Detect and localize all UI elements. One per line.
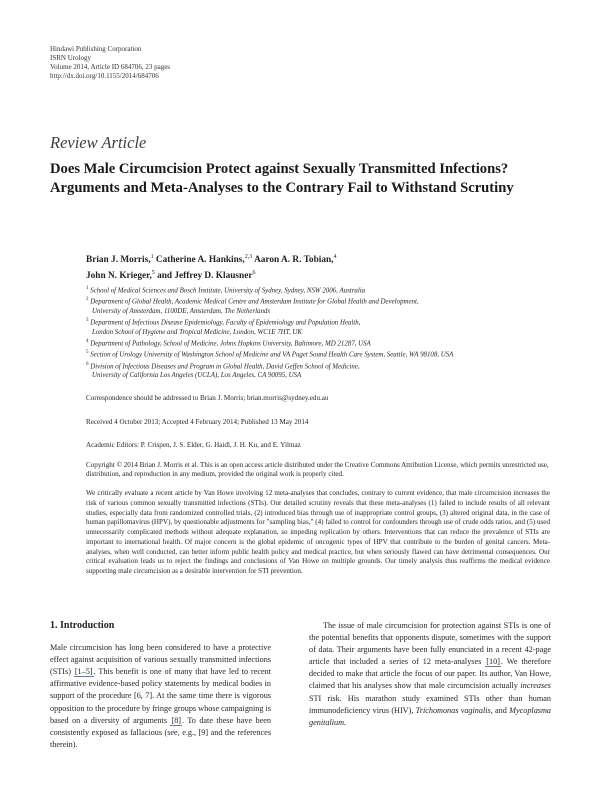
right-column — [309, 620, 551, 729]
author: John N. Krieger,$^5$ — [86, 270, 155, 282]
section-heading: 1. Introduction — [50, 620, 115, 631]
author: Aaron A. R. Tobian,$^4$ — [254, 254, 337, 266]
affiliation-list — [86, 284, 566, 380]
author-list — [86, 251, 566, 283]
author: and Jeffrey D. Klausner$^6$ — [157, 270, 256, 282]
volume-info: Volume 2014, Article ID 684706, 23 pages — [50, 63, 171, 71]
affiliation: $^5$ Section of Urology University of Washington School of Medicine and VA Puget Sound Health Care System, Seattle, WA 98108, USA — [86, 350, 454, 359]
affiliation: $^4$ Department of Pathology, School of Medicine, Johns Hopkins University, Baltimore, MD 21287, USA — [86, 338, 371, 347]
correspondence: Correspondence should be addressed to Brian J. Morris; brian.morris@sydney.edu.au — [86, 394, 329, 402]
citation-link[interactable]: [1–5] — [74, 667, 93, 677]
doi-link[interactable]: http://dx.doi.org/10.1155/2014/684706 — [50, 72, 159, 80]
article-title: Does Male Circumcision Protect against Sexually Transmitted Infections? Arguments and Meta-Analyses to the Contrary Fail to Withstand Scrutiny — [50, 161, 514, 196]
affiliation: $^3$ Department of Infectious Disease Epidemiology, Faculty of Epidemiology and Population Health, London School of Hygiene and Tropical Medicine, London, WC1E 7HT, UK — [86, 318, 361, 336]
author: Catherine A. Hankins,$^{2,3}$ — [155, 254, 253, 266]
affiliation: $^1$ School of Medical Sciences and Bosch Institute, University of Sydney, Sydney, NSW 2006, Australia — [86, 286, 366, 295]
journal-name: ISRN Urology — [50, 54, 92, 62]
journal-header — [50, 45, 170, 81]
paragraph: The issue of male circumcision for protection against STIs is one of the potential benefits that opponents dispute, sometimes with the support of data. Their arguments have been fully enunciated in a recent 42-page article that included a series of 12 meta-analyses [10]. We therefore decided to make that article the focus of our paper. Its author, Van Howe, claimed that his analyses show that male circumcision actually increases STI risk. His marathon study examined STIs other than human immunodeficiency virus (HIV), Trichomonas vaginalis, and Mycoplasma genitalium. — [309, 621, 551, 727]
paragraph: Male circumcision has long been considered to have a protective effect against acquisition of various sexually transmitted infections (STIs) [1–5]. This benefit is one of many that have led to recent affirmative evidence-based policy statements by medical bodies in support of the procedure [6, 7]. At the same time there is vigorous opposition to the procedure by fringe groups whose campaigning is based on a diversity of arguments [8]. To date these have been consistently exposed as fallacious (see, e.g., [9] and the references therein). — [50, 643, 271, 749]
publisher-name: Hindawi Publishing Corporation — [50, 45, 142, 53]
citation-link[interactable]: [10] — [486, 657, 500, 667]
article-type: Review Article — [50, 133, 147, 152]
affiliation: $^6$ Division of Infectious Diseases and Program in Global Health, David Geffen School of Medicine, University of California Los Angeles (UCLA), Los Angeles, CA 90095, USA — [86, 361, 360, 380]
publication-dates: Received 4 October 2013; Accepted 4 February 2014; Published 13 May 2014 — [86, 418, 309, 426]
copyright-notice: Copyright © 2014 Brian J. Morris et al. This is an open access article distributed under the Creative Commons Attribution License, which permits unrestricted use, distribution, and reproduction in any medium, provided the original work is properly cited. — [86, 461, 549, 479]
abstract: We critically evaluate a recent article by Van Howe involving 12 meta-analyses that concludes, contrary to current evidence, that male circumcision increases the risk of various common sexually transmitted infections (STIs). Our detailed scrutiny reveals that these meta-analyses (1) failed to include results of all relevant studies, especially data from randomized controlled trials, (2) introduced bias through use of inappropriate control groups, (3) altered original data, in the case of human papillomavirus (HPV), by questionable adjustments for "sampling bias," (4) failed to control for confounders through use of crude odds ratios, and (5) used unnecessarily complicated methods without adequate explanation, so impeding replication by others. Interventions that can reduce the prevalence of STIs are important to international health. Of major concern is the global epidemic of oncogenic types of HPV that contribute to the burden of genital cancers. Meta-analyses, when well conducted, can better inform public health policy and medical practice, but when seriously flawed can have detrimental consequences. Our critical evaluation leads us to reject the findings and conclusions of Van Howe on multiple grounds. Our timely analysis thus reaffirms the medical evidence supporting male circumcision as a desirable intervention for STI prevention. — [86, 489, 550, 575]
affiliation: $^2$ Department of Global Health, Academic Medical Centre and Amsterdam Institute for Global Health and Development, University of Amsterdam, 1100DE, Amsterdam, The Netherlands — [86, 297, 419, 315]
citation-link[interactable]: [8] — [171, 715, 182, 725]
academic-editors: Academic Editors: P. Crispen, J. S. Elder, G. Haidl, J. H. Ku, and E. Yilmaz — [86, 441, 301, 449]
author: Brian J. Morris,$^1$ — [86, 254, 154, 266]
left-column — [50, 620, 271, 751]
